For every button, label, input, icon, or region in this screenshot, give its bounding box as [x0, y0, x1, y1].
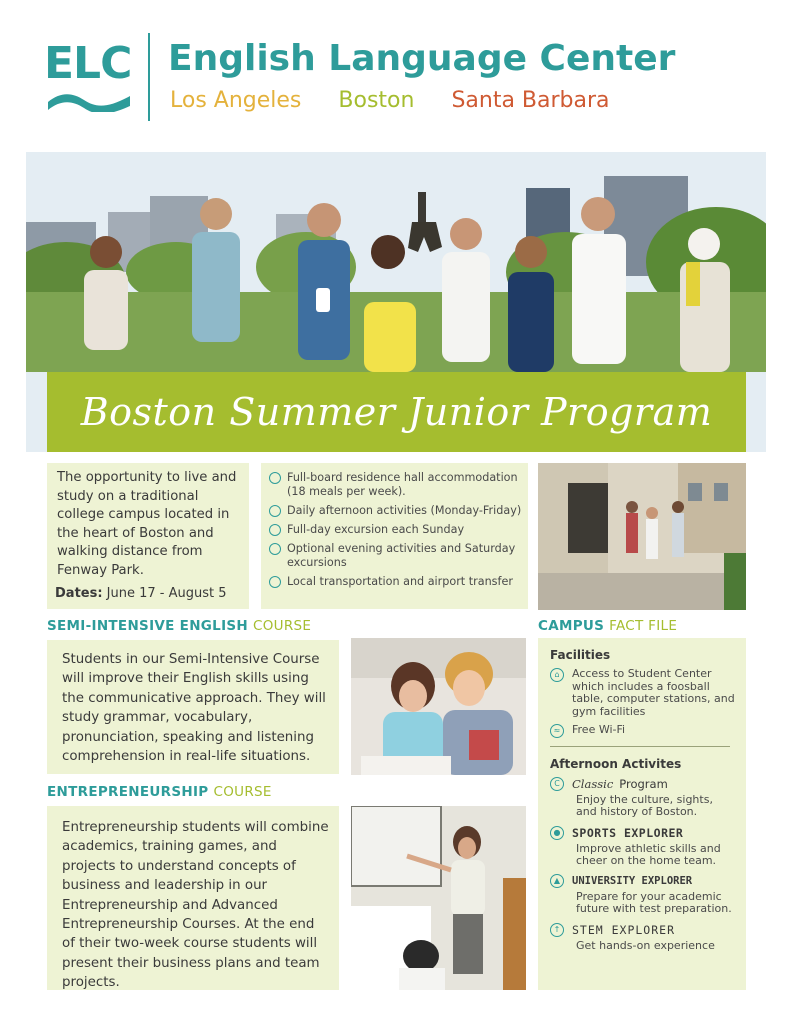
feature-text: Daily afternoon activities (Monday-Friday): [287, 504, 522, 517]
feature-item: [269, 523, 522, 537]
presentation-photo: [351, 806, 526, 990]
features-panel: [261, 463, 528, 609]
city-boston: Boston: [338, 88, 415, 113]
heading-main: SEMI-INTENSIVE ENGLISH: [47, 618, 249, 634]
activity-desc: Enjoy the culture, sights, and history of Boston.: [576, 793, 713, 819]
semi-intensive-panel: [47, 640, 339, 774]
entrepreneurship-heading: [47, 784, 272, 800]
plane-icon: [269, 576, 281, 588]
activity-name-suffix: Program: [619, 777, 668, 791]
dates-value: June 17 - August 5: [106, 586, 227, 601]
activity-name: STEM EXPLORER: [572, 922, 676, 937]
brand-name: English Language Center: [168, 38, 676, 79]
heading-suffix: COURSE: [253, 618, 312, 634]
activity-name: UNIVERSITY EXPLORER: [572, 875, 693, 888]
wave-icon: [46, 90, 132, 112]
facility-item: [550, 724, 736, 738]
semi-intensive-heading: [47, 618, 311, 634]
heading-main: ENTREPRENEURSHIP: [47, 784, 209, 800]
logo-text: ELC: [44, 38, 132, 89]
heading-suffix: COURSE: [213, 784, 272, 800]
campus-entrance-photo: [538, 463, 746, 610]
activity-item: [550, 826, 736, 868]
activity-name: Classic: [572, 777, 614, 791]
feature-text: Optional evening activities and Saturday excursions: [287, 542, 516, 569]
graduation-cap-icon: ▲: [550, 874, 564, 888]
program-banner: [47, 372, 746, 452]
home-icon: ⌂: [550, 668, 564, 682]
heading-main: CAMPUS: [538, 618, 605, 634]
city-los-angeles: Los Angeles: [170, 88, 302, 113]
city-list: [170, 88, 640, 113]
activity-desc: Improve athletic skills and cheer on the home team.: [576, 841, 721, 867]
activities-title: Afternoon Activites: [550, 757, 682, 771]
feature-item: [269, 471, 522, 499]
rocket-icon: ↑: [550, 923, 564, 937]
semi-intensive-text: Students in our Semi-Intensive Course will improve their English skills using the communicative approach. They will study grammar, vocabulary, pronunciation, speaking and listening comprehension in real-life situations.: [62, 652, 326, 765]
heading-suffix: FACT FILE: [609, 618, 678, 634]
classic-c-icon: C: [550, 777, 564, 791]
bed-icon: [269, 472, 281, 484]
facility-text: Access to Student Center which includes a foosball table, computer stations, and gym facilities: [572, 667, 735, 718]
intro-panel: [47, 463, 249, 609]
smile-icon: [269, 505, 281, 517]
campus-fact-file-heading: [538, 618, 677, 634]
star-icon: [269, 543, 281, 555]
header-divider: [148, 33, 150, 121]
campus-fact-file-panel: [538, 638, 746, 990]
ball-icon: ●: [550, 826, 564, 840]
entrepreneurship-panel: [47, 806, 339, 990]
feature-text: Full-day excursion each Sunday: [287, 523, 465, 536]
feature-text: Full-board residence hall accommodation (18 meals per week).: [287, 471, 518, 498]
activity-item: [550, 874, 736, 916]
feature-item: [269, 504, 522, 518]
wifi-icon: ≈: [550, 724, 564, 738]
facility-item: [550, 668, 736, 718]
feature-item: [269, 575, 522, 589]
dates-label: Dates:: [55, 586, 103, 601]
intro-text: The opportunity to live and study on a traditional college campus located in the heart of Boston and walking distance from Fenway Park.: [57, 470, 237, 578]
calendar-icon: [269, 524, 281, 536]
activity-desc: Get hands-on experience: [576, 938, 715, 952]
activity-name: SPORTS EXPLORER: [572, 825, 684, 840]
fact-file-divider: [550, 746, 730, 747]
feature-text: Local transportation and airport transfer: [287, 575, 513, 588]
facility-text: Free Wi-Fi: [572, 723, 626, 736]
students-studying-photo: [351, 638, 526, 775]
activity-item: [550, 777, 736, 819]
activity-desc: Prepare for your academic future with test preparation.: [576, 890, 732, 916]
facilities-title: Facilities: [550, 648, 611, 662]
activity-item: [550, 923, 736, 952]
entrepreneurship-text: Entrepreneurship students will combine academics, training games, and projects to understand concepts of business and leadership in our Entrepreneurship and Advanced Entrepreneurship Courses. At the end of their two-week course students will present their business plans and team projects.: [62, 820, 329, 991]
program-dates: [55, 586, 227, 601]
elc-logo: [44, 40, 134, 116]
program-title: Boston Summer Junior Program: [80, 390, 713, 434]
city-santa-barbara: Santa Barbara: [451, 88, 610, 113]
feature-item: [269, 542, 522, 570]
